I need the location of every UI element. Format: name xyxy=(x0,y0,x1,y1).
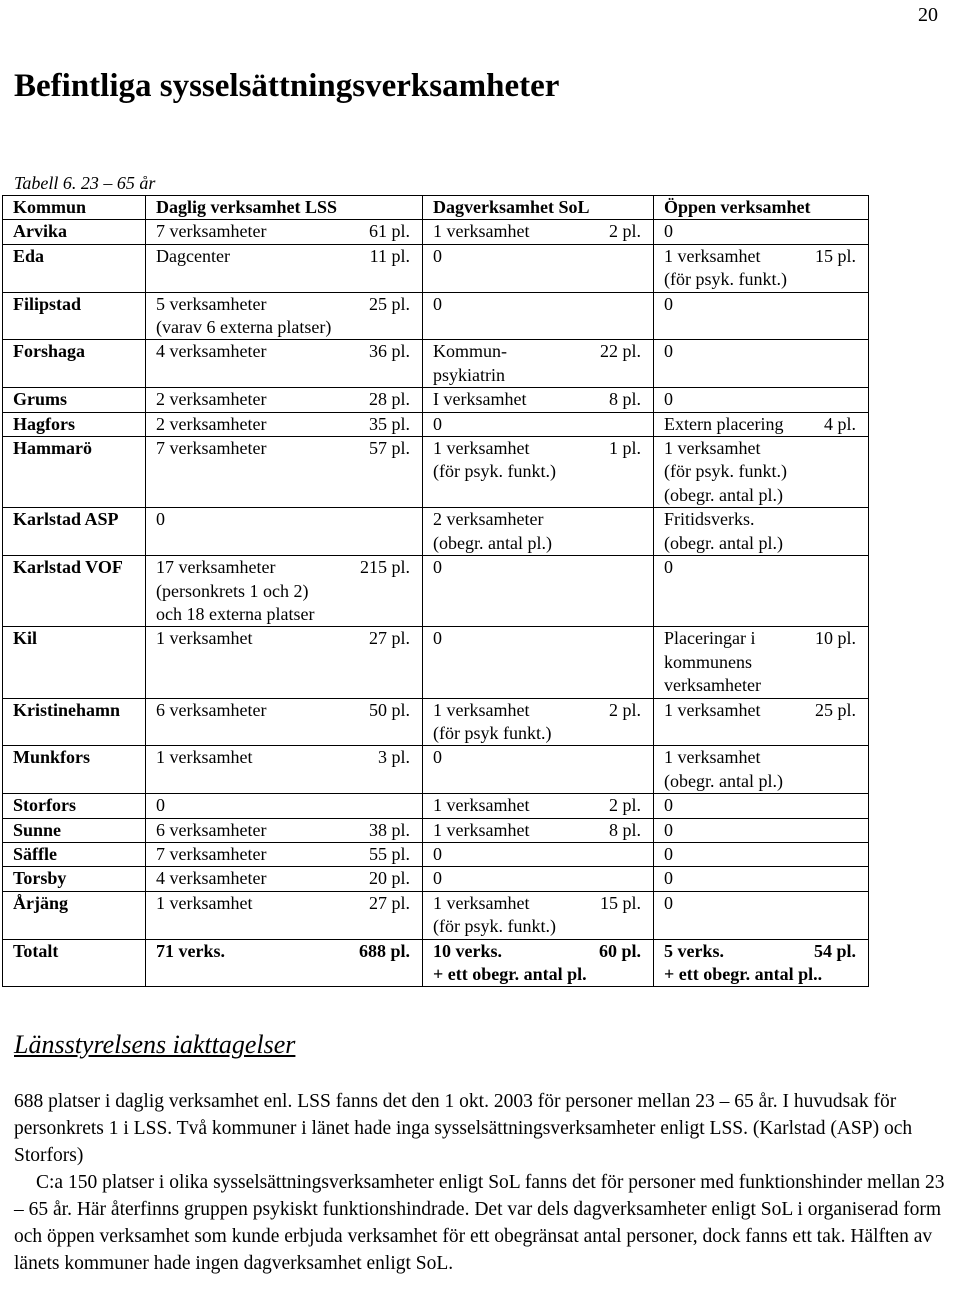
cell-lss-note: (personkrets 1 och 2) xyxy=(156,580,309,601)
cell-sol-note: psykiatrin xyxy=(433,364,505,385)
cell-lss-line xyxy=(156,437,422,460)
cell-kommun: Karlstad VOF xyxy=(3,556,146,627)
cell-sol-text: 0 xyxy=(433,557,442,578)
cell-open-line xyxy=(664,437,868,460)
cell-open xyxy=(654,842,869,866)
header-lss: Daglig verksamhet LSS xyxy=(146,196,423,220)
cell-lss-line xyxy=(156,940,422,963)
cell-sol xyxy=(423,867,654,891)
cell-lss-places: 27 pl. xyxy=(368,892,410,913)
cell-lss-text: 71 verks. xyxy=(156,940,225,961)
cell-lss-places: 35 pl. xyxy=(368,413,410,434)
cell-sol xyxy=(423,818,654,842)
cell-open-line xyxy=(664,940,868,963)
cell-open-line xyxy=(664,556,868,579)
cell-lss-places: 57 pl. xyxy=(368,438,410,459)
section-heading: Länsstyrelsens iakttagelser xyxy=(14,1030,296,1059)
cell-kommun: Grums xyxy=(3,388,146,412)
cell-open xyxy=(654,818,869,842)
cell-open-text: 0 xyxy=(664,557,673,578)
cell-lss xyxy=(146,627,423,698)
cell-sol-text: I verksamhet xyxy=(433,389,527,410)
cell-lss-places: 11 pl. xyxy=(369,245,410,266)
cell-lss xyxy=(146,340,423,388)
cell-kommun: Sunne xyxy=(3,818,146,842)
cell-lss-line xyxy=(156,413,422,436)
cell-kommun: Hammarö xyxy=(3,437,146,508)
cell-sol xyxy=(423,412,654,436)
cell-lss-places: 20 pl. xyxy=(368,868,410,889)
cell-lss-line xyxy=(156,340,422,363)
cell-open xyxy=(654,388,869,412)
cell-open xyxy=(654,556,869,627)
table-row xyxy=(3,867,869,891)
cell-kommun: Eda xyxy=(3,244,146,292)
cell-open-text: 1 verksamhet xyxy=(664,699,761,720)
header-sol: Dagverksamhet SoL xyxy=(423,196,654,220)
cell-lss-text: 17 verksamheter xyxy=(156,557,276,578)
table-caption: Tabell 6. 23 – 65 år xyxy=(14,173,156,193)
cell-open xyxy=(654,627,869,698)
table-row xyxy=(3,794,869,818)
cell-sol xyxy=(423,220,654,244)
cell-lss xyxy=(146,746,423,794)
cell-open-text: 1 verksamhet xyxy=(664,747,761,768)
cell-kommun: Munkfors xyxy=(3,746,146,794)
cell-lss-places: 27 pl. xyxy=(368,628,410,649)
cell-sol-places: 22 pl. xyxy=(599,341,641,362)
cell-lss-text: 7 verksamheter xyxy=(156,221,267,242)
cell-lss-text: 7 verksamheter xyxy=(156,438,267,459)
cell-lss-places: 38 pl. xyxy=(368,819,410,840)
cell-open-line xyxy=(664,794,868,817)
table-row xyxy=(3,412,869,436)
cell-kommun: Karlstad ASP xyxy=(3,508,146,556)
cell-sol-line xyxy=(433,413,653,436)
cell-lss-text: 2 verksamheter xyxy=(156,413,267,434)
cell-open-text: 0 xyxy=(664,341,673,362)
cell-lss-places: 61 pl. xyxy=(368,221,410,242)
cell-sol-text: 0 xyxy=(433,628,442,649)
cell-lss xyxy=(146,939,423,987)
cell-kommun: Filipstad xyxy=(3,292,146,340)
cell-open-line xyxy=(664,843,868,866)
cell-sol-text: Kommun- xyxy=(433,341,507,362)
cell-open-note: + ett obegr. antal pl.. xyxy=(664,964,823,984)
cell-lss-text: 0 xyxy=(156,795,165,816)
header-open: Öppen verksamhet xyxy=(654,196,869,220)
cell-open-places: 4 pl. xyxy=(823,413,856,434)
cell-open-text: 0 xyxy=(664,868,673,889)
table-row xyxy=(3,818,869,842)
cell-sol-text: 1 verksamhet xyxy=(433,892,530,913)
table-row xyxy=(3,556,869,627)
cell-lss-line xyxy=(156,794,422,817)
cell-open-text: 1 verksamhet xyxy=(664,438,761,459)
cell-sol-note: (för psyk. funkt.) xyxy=(433,461,556,482)
cell-open-text: Fritidsverks. xyxy=(664,509,755,530)
cell-sol-text: 2 verksamheter xyxy=(433,509,544,530)
cell-open-text: 0 xyxy=(664,843,673,864)
cell-lss-line xyxy=(156,508,422,531)
cell-sol-line xyxy=(433,508,653,531)
cell-lss-places: 28 pl. xyxy=(368,389,410,410)
page-number: 20 xyxy=(918,4,938,26)
cell-open-text: Extern placering xyxy=(664,413,784,434)
table-header-row xyxy=(3,196,869,220)
cell-lss-line xyxy=(156,627,422,650)
cell-sol xyxy=(423,939,654,987)
cell-open-line xyxy=(664,293,868,316)
cell-lss xyxy=(146,412,423,436)
cell-lss xyxy=(146,818,423,842)
cell-open-line xyxy=(664,413,868,436)
cell-lss-places: 3 pl. xyxy=(377,747,410,768)
cell-sol-line xyxy=(433,437,653,460)
cell-sol xyxy=(423,556,654,627)
cell-sol xyxy=(423,437,654,508)
page-title: Befintliga sysselsättningsverksamheter xyxy=(14,68,560,104)
table-row xyxy=(3,939,869,987)
cell-open-line xyxy=(664,746,868,769)
cell-open-note: verksamheter xyxy=(664,675,761,696)
cell-lss xyxy=(146,891,423,939)
cell-sol-line xyxy=(433,699,653,722)
cell-lss-text: 4 verksamheter xyxy=(156,341,267,362)
cell-sol-text: 1 verksamhet xyxy=(433,819,530,840)
cell-open-line xyxy=(664,245,868,268)
cell-sol-line xyxy=(433,293,653,316)
cell-open-line xyxy=(664,699,868,722)
cell-open-text: 0 xyxy=(664,389,673,410)
cell-kommun: Torsby xyxy=(3,867,146,891)
cell-lss-text: 2 verksamheter xyxy=(156,389,267,410)
cell-lss xyxy=(146,220,423,244)
employment-table xyxy=(2,195,869,987)
cell-lss-text: 7 verksamheter xyxy=(156,843,267,864)
table-row xyxy=(3,627,869,698)
cell-lss-line xyxy=(156,388,422,411)
cell-open-text: 5 verks. xyxy=(664,940,724,961)
cell-lss xyxy=(146,508,423,556)
cell-sol xyxy=(423,340,654,388)
cell-open-text: 0 xyxy=(664,819,673,840)
cell-open-line xyxy=(664,627,868,650)
cell-lss-places: 25 pl. xyxy=(368,293,410,314)
cell-lss-places: 36 pl. xyxy=(368,341,410,362)
cell-sol-note: + ett obegr. antal pl. xyxy=(433,964,587,984)
cell-sol-line xyxy=(433,388,653,411)
cell-sol-places: 2 pl. xyxy=(608,795,641,816)
cell-lss xyxy=(146,867,423,891)
cell-lss-line xyxy=(156,746,422,769)
cell-lss-text: 1 verksamhet xyxy=(156,747,253,768)
cell-lss-line xyxy=(156,892,422,915)
cell-kommun: Säffle xyxy=(3,842,146,866)
cell-lss-line xyxy=(156,293,422,316)
cell-lss xyxy=(146,556,423,627)
cell-lss-text: 0 xyxy=(156,509,165,530)
cell-lss-line xyxy=(156,867,422,890)
cell-open xyxy=(654,412,869,436)
cell-open-text: 0 xyxy=(664,892,673,913)
cell-sol xyxy=(423,508,654,556)
cell-sol-line xyxy=(433,627,653,650)
table-body xyxy=(3,220,869,987)
cell-sol xyxy=(423,244,654,292)
table-row xyxy=(3,340,869,388)
cell-sol-text: 0 xyxy=(433,868,442,889)
cell-open-line xyxy=(664,867,868,890)
cell-sol xyxy=(423,388,654,412)
cell-kommun: Forshaga xyxy=(3,340,146,388)
cell-lss-text: 5 verksamheter xyxy=(156,293,267,314)
cell-sol-text: 0 xyxy=(433,293,442,314)
cell-sol-line xyxy=(433,867,653,890)
cell-lss-note: och 18 externa platser xyxy=(156,603,315,624)
cell-open-line xyxy=(664,508,868,531)
cell-open-note: (för psyk. funkt.) xyxy=(664,269,787,290)
cell-open-note: (obegr. antal pl.) xyxy=(664,770,783,791)
cell-lss-places: 215 pl. xyxy=(359,557,410,578)
cell-lss-text: Dagcenter xyxy=(156,245,230,266)
cell-lss xyxy=(146,842,423,866)
cell-open-places: 15 pl. xyxy=(814,245,856,266)
cell-sol-line xyxy=(433,843,653,866)
cell-sol-note: (obegr. antal pl.) xyxy=(433,532,552,553)
cell-lss-line xyxy=(156,843,422,866)
cell-open-note: (obegr. antal pl.) xyxy=(664,484,783,505)
cell-sol xyxy=(423,842,654,866)
cell-lss-line xyxy=(156,819,422,842)
cell-open xyxy=(654,220,869,244)
cell-lss-text: 6 verksamheter xyxy=(156,819,267,840)
cell-open xyxy=(654,292,869,340)
paragraph-1: 688 platser i daglig verksamhet enl. LSS fanns det den 1 okt. 2003 för personer mellan 23 – 65 år. I huvudsak för personkrets 1 i LSS. Två kommuner i länet hade inga sysselsättningsverksamheter enligt LSS. (Karlstad (ASP) och Storfors) xyxy=(14,1091,913,1166)
cell-kommun: Årjäng xyxy=(3,891,146,939)
cell-sol xyxy=(423,627,654,698)
cell-open xyxy=(654,939,869,987)
cell-open-text: 0 xyxy=(664,795,673,816)
cell-open xyxy=(654,437,869,508)
cell-open xyxy=(654,244,869,292)
cell-sol-note: (för psyk funkt.) xyxy=(433,722,552,743)
cell-lss xyxy=(146,292,423,340)
cell-sol-text: 1 verksamhet xyxy=(433,221,530,242)
table-row xyxy=(3,220,869,244)
cell-sol-places: 15 pl. xyxy=(599,892,641,913)
cell-kommun: Hagfors xyxy=(3,412,146,436)
cell-open-line xyxy=(664,220,868,243)
cell-open-note: (obegr. antal pl.) xyxy=(664,532,783,553)
table-row xyxy=(3,508,869,556)
cell-lss-line xyxy=(156,220,422,243)
paragraph-2: C:a 150 platser i olika sysselsättningsverksamheter enligt SoL fanns det för personer med funktionshinder mellan 23 – 65 år. Här återfinns gruppen psykiskt funktionshindrade. Det var dels dagverksamheter enligt SoL i organiserad form och öppen verksamhet som kunde erbjuda verksamhet för ett obegränsat antal personer, dock fanns ett tak. Hälften av länets kommuner hade ingen dagverksamhet enligt SoL. xyxy=(14,1172,945,1274)
cell-sol-text: 0 xyxy=(433,245,442,266)
cell-sol-note: (för psyk. funkt.) xyxy=(433,916,556,937)
cell-sol-line xyxy=(433,245,653,268)
cell-lss-places: 50 pl. xyxy=(368,699,410,720)
cell-sol xyxy=(423,746,654,794)
cell-open xyxy=(654,891,869,939)
cell-sol xyxy=(423,698,654,746)
cell-sol-line xyxy=(433,556,653,579)
cell-sol-line xyxy=(433,746,653,769)
cell-lss-places: 55 pl. xyxy=(368,843,410,864)
cell-open-text: 0 xyxy=(664,221,673,242)
cell-sol-line xyxy=(433,819,653,842)
cell-open-line xyxy=(664,819,868,842)
cell-sol xyxy=(423,891,654,939)
cell-sol xyxy=(423,794,654,818)
table-row xyxy=(3,244,869,292)
cell-kommun: Kristinehamn xyxy=(3,698,146,746)
header-kommun: Kommun xyxy=(3,196,146,220)
observations-text xyxy=(14,1088,950,1277)
cell-sol-text: 0 xyxy=(433,843,442,864)
cell-open-line xyxy=(664,340,868,363)
cell-lss xyxy=(146,244,423,292)
cell-lss-line xyxy=(156,245,422,268)
cell-open-text: 1 verksamhet xyxy=(664,245,761,266)
table-row xyxy=(3,746,869,794)
cell-sol-text: 0 xyxy=(433,747,442,768)
cell-open-places: 25 pl. xyxy=(814,699,856,720)
cell-open-text: 0 xyxy=(664,293,673,314)
cell-kommun: Totalt xyxy=(3,939,146,987)
cell-lss-note: (varav 6 externa platser) xyxy=(156,317,332,338)
cell-open-places: 10 pl. xyxy=(814,628,856,649)
cell-lss xyxy=(146,388,423,412)
cell-sol-places: 8 pl. xyxy=(608,389,641,410)
cell-lss-line xyxy=(156,556,422,579)
cell-sol-places: 60 pl. xyxy=(598,940,641,961)
cell-sol-text: 1 verksamhet xyxy=(433,438,530,459)
cell-open xyxy=(654,794,869,818)
cell-lss-places: 688 pl. xyxy=(358,940,410,961)
cell-sol-places: 2 pl. xyxy=(608,221,641,242)
cell-kommun: Kil xyxy=(3,627,146,698)
cell-sol-line xyxy=(433,794,653,817)
cell-kommun: Storfors xyxy=(3,794,146,818)
cell-sol-line xyxy=(433,340,653,363)
cell-open-note: kommunens xyxy=(664,651,752,672)
cell-open-note: (för psyk. funkt.) xyxy=(664,461,787,482)
cell-open-line xyxy=(664,892,868,915)
cell-sol-places: 1 pl. xyxy=(608,438,641,459)
cell-sol-text: 0 xyxy=(433,413,442,434)
cell-lss-text: 4 verksamheter xyxy=(156,868,267,889)
cell-lss xyxy=(146,698,423,746)
cell-lss-line xyxy=(156,699,422,722)
cell-sol-line xyxy=(433,892,653,915)
table-row xyxy=(3,292,869,340)
cell-sol-line xyxy=(433,220,653,243)
cell-open xyxy=(654,867,869,891)
cell-sol-places: 8 pl. xyxy=(608,819,641,840)
cell-lss-text: 1 verksamhet xyxy=(156,628,253,649)
cell-kommun: Arvika xyxy=(3,220,146,244)
cell-sol-places: 2 pl. xyxy=(608,699,641,720)
cell-sol xyxy=(423,292,654,340)
table-row xyxy=(3,891,869,939)
cell-lss xyxy=(146,794,423,818)
cell-sol-line xyxy=(433,940,653,963)
table-row xyxy=(3,388,869,412)
cell-open xyxy=(654,340,869,388)
cell-open-line xyxy=(664,388,868,411)
cell-open-places: 54 pl. xyxy=(813,940,856,961)
cell-lss-text: 1 verksamhet xyxy=(156,892,253,913)
cell-open xyxy=(654,746,869,794)
cell-sol-text: 1 verksamhet xyxy=(433,795,530,816)
cell-open-text: Placeringar i xyxy=(664,628,756,649)
cell-lss-text: 6 verksamheter xyxy=(156,699,267,720)
cell-lss xyxy=(146,437,423,508)
table-row xyxy=(3,698,869,746)
table-row xyxy=(3,842,869,866)
cell-sol-text: 1 verksamhet xyxy=(433,699,530,720)
cell-open xyxy=(654,508,869,556)
cell-open xyxy=(654,698,869,746)
cell-sol-text: 10 verks. xyxy=(433,940,502,961)
table-row xyxy=(3,437,869,508)
